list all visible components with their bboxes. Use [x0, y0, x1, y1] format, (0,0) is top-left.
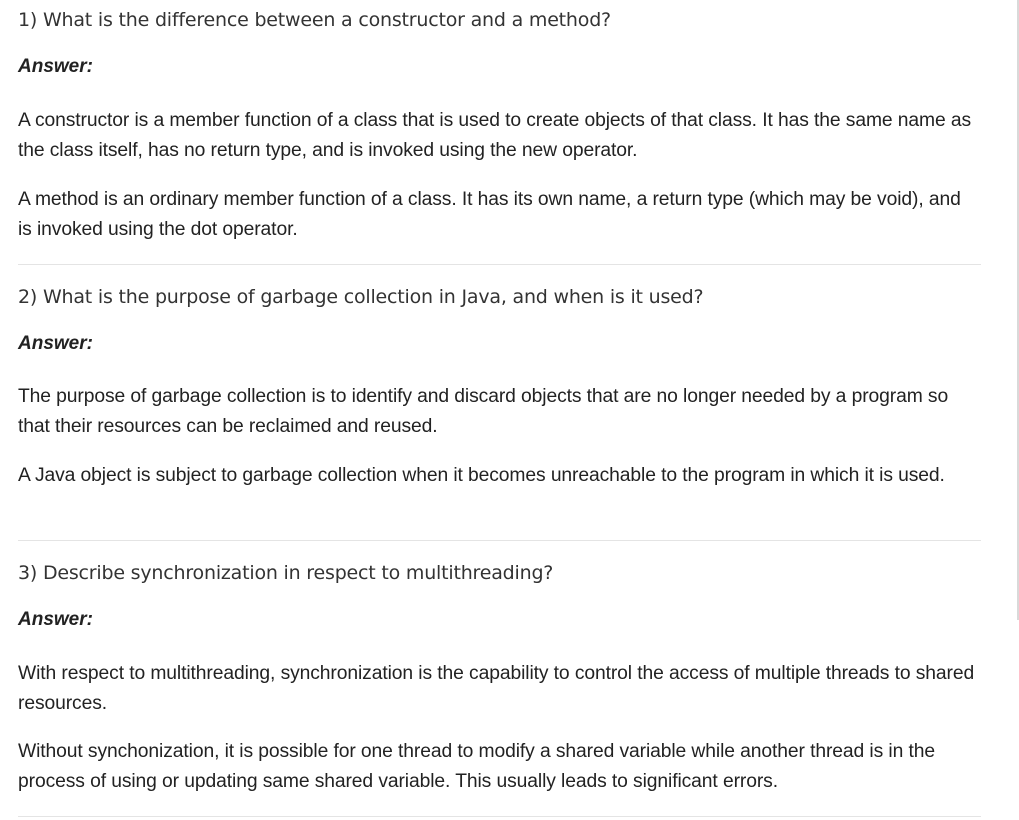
question-heading: 3) Describe synchronization in respect to multithreading?	[18, 562, 554, 584]
answer-paragraph: With respect to multithreading, synchronization is the capability to control the access of multiple threads to shared resources.	[18, 663, 975, 714]
answer-paragraph: A constructor is a member function of a class that is used to create objects of that class. It has the same name as the class itself, has no return type, and is invoked using the new operator.	[18, 110, 972, 161]
answer-paragraph: Without synchonization, it is possible for one thread to modify a shared variable while another thread is in the process of using or updating same shared variable. This usually leads to significant errors.	[18, 741, 935, 792]
question-heading: 2) What is the purpose of garbage collection in Java, and when is it used?	[18, 286, 704, 308]
qa-block-2	[18, 265, 981, 541]
answer-paragraph: A Java object is subject to garbage collection when it becomes unreachable to the program in which it is used.	[18, 465, 945, 486]
qa-block-3	[18, 541, 981, 817]
qa-block-1	[18, 0, 981, 265]
question-heading: 1) What is the difference between a constructor and a method?	[18, 9, 611, 31]
answer-label: Answer:	[18, 333, 93, 354]
answer-label: Answer:	[18, 56, 93, 77]
answer-paragraph: The purpose of garbage collection is to identify and discard objects that are no longer needed by a program so that their resources can be reclaimed and reused.	[18, 386, 949, 437]
answer-paragraph: A method is an ordinary member function of a class. It has its own name, a return type (which may be void), and is invoked using the dot operator.	[18, 189, 961, 240]
answer-label: Answer:	[18, 609, 93, 630]
